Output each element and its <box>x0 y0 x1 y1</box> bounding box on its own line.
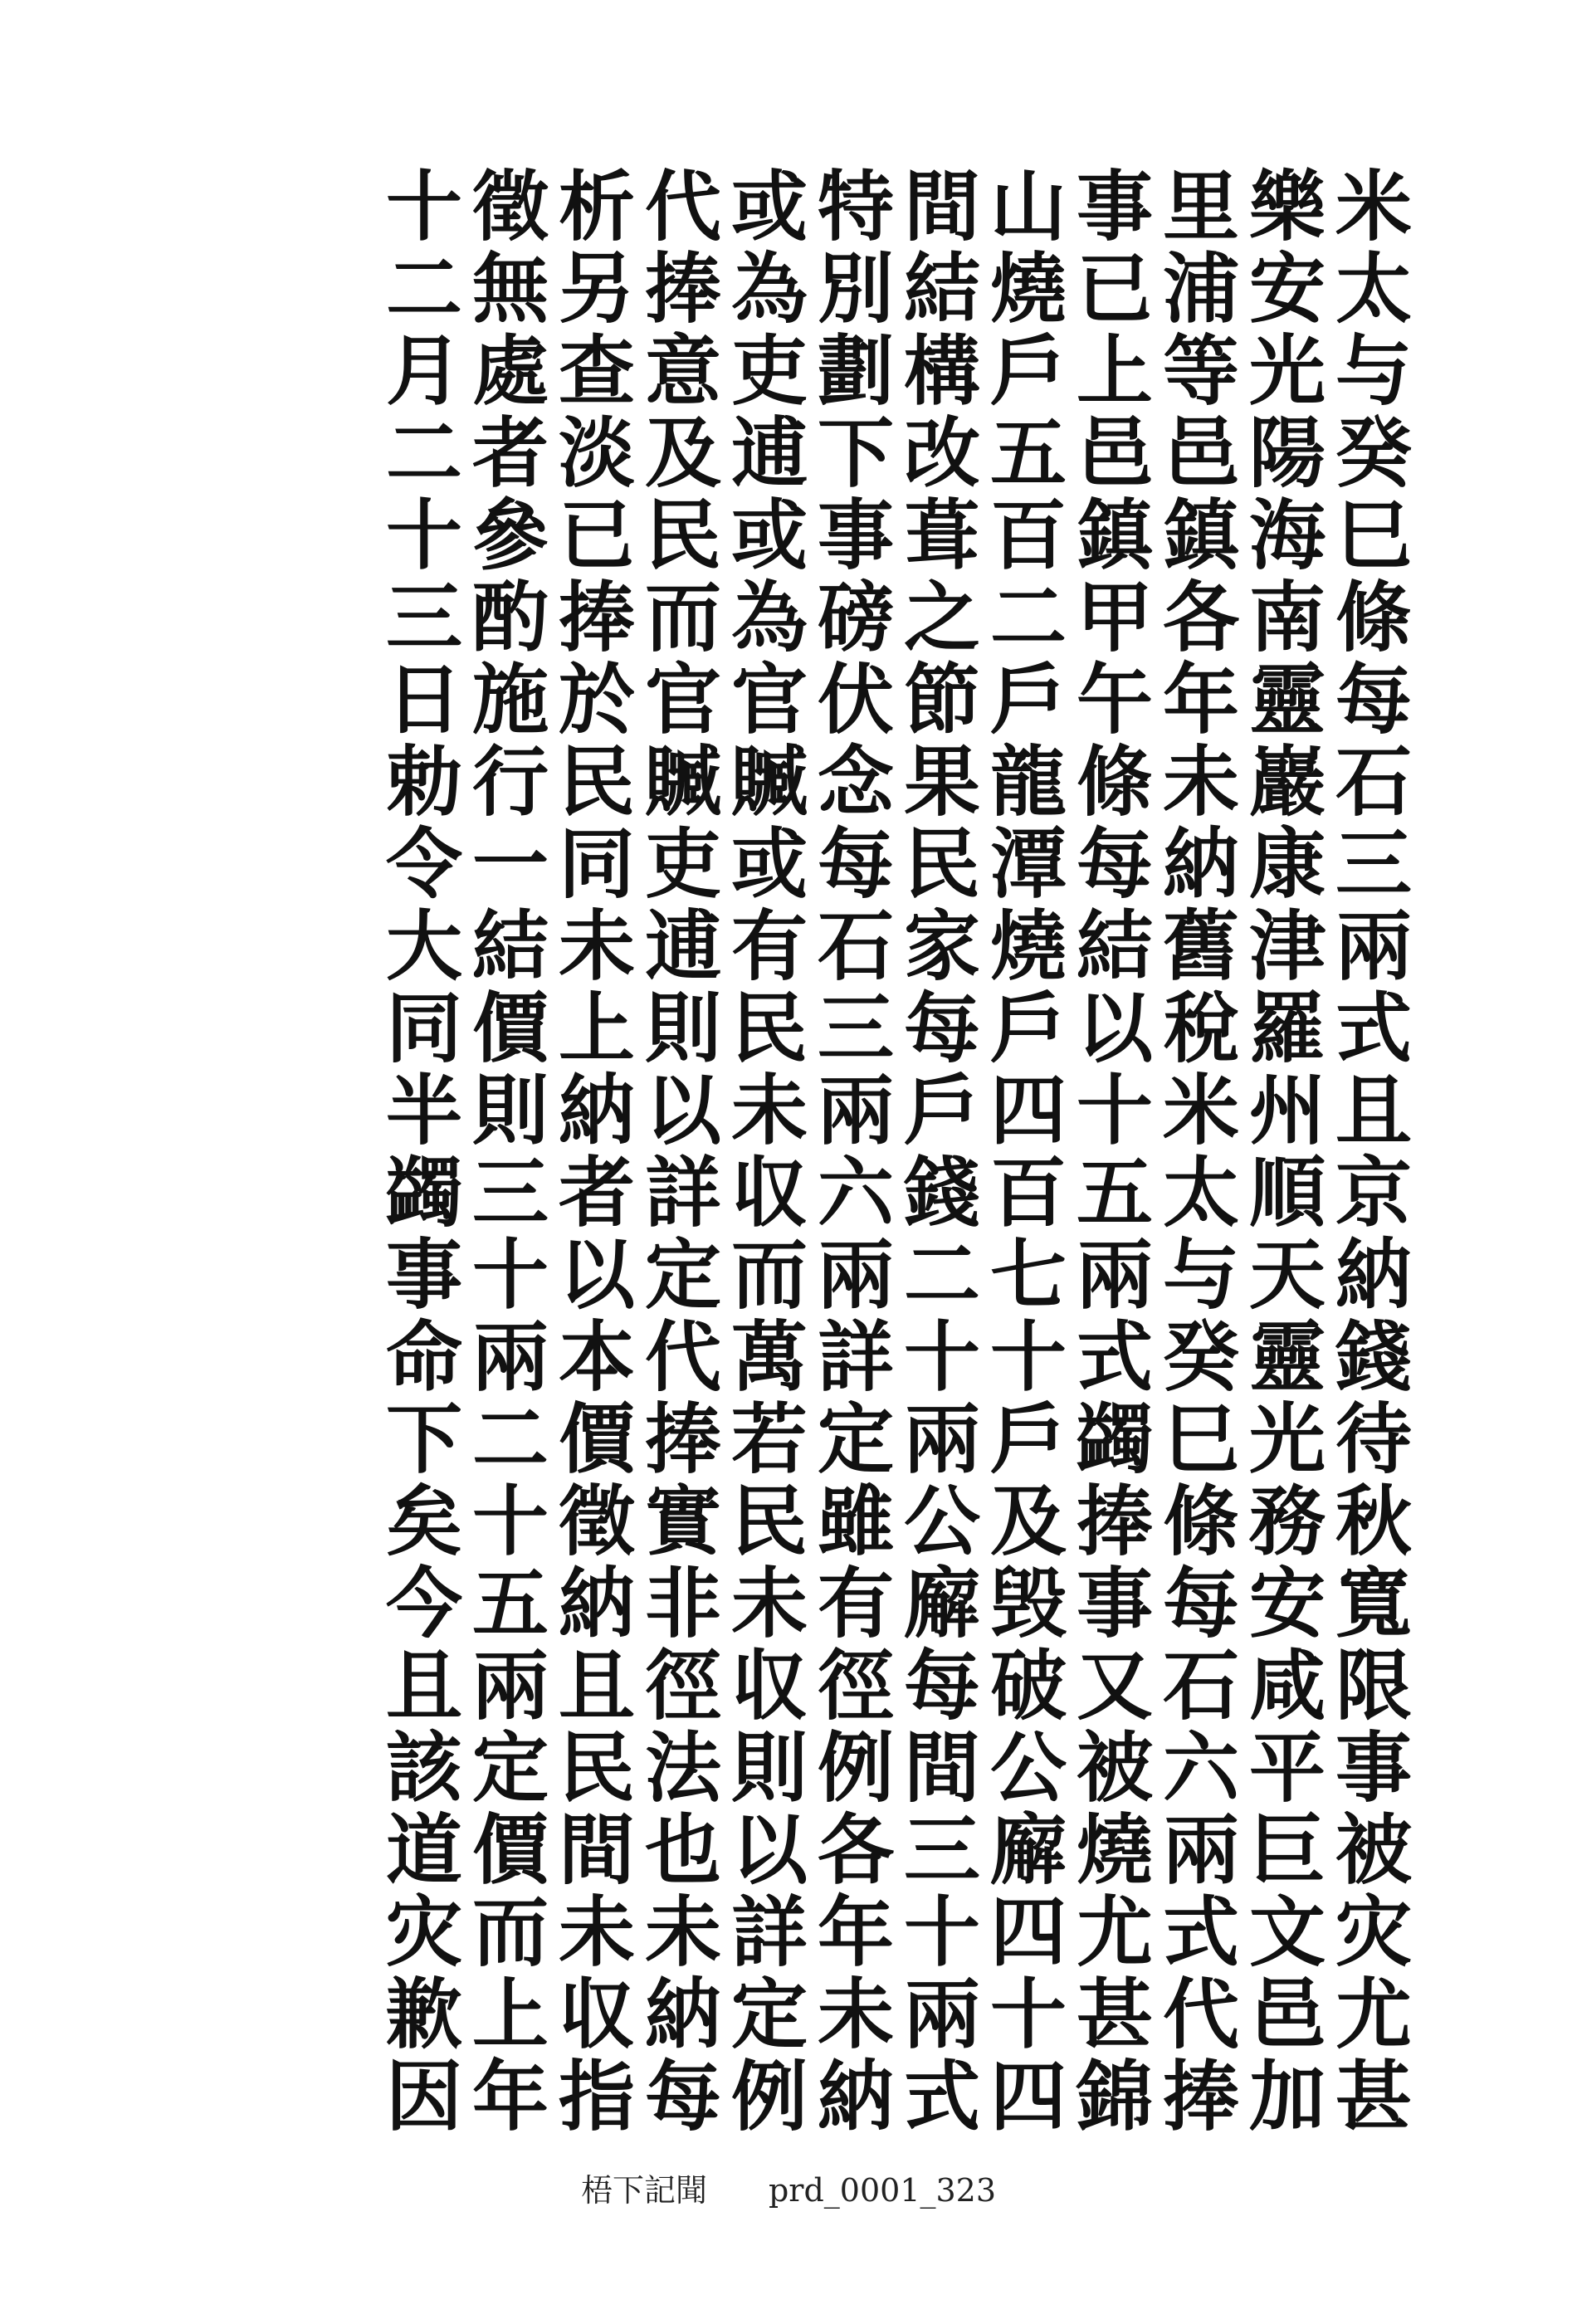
text-column-11: 徵無處者參酌施行一結價則三十兩二十五兩定價而上年 <box>460 166 549 2138</box>
text-column-2: 樂安光陽海南靈巖康津羅州順天靈光務安咸平巨文邑加 <box>1237 166 1326 2138</box>
page-identifier: prd_0001_323 <box>768 2172 997 2209</box>
text-column-9: 代捧意及民而官贓吏逋則以詳定代捧實非徑法也未納每 <box>632 166 722 2138</box>
text-column-7: 特別劃下事磅伏念每石三兩六兩詳定雖有徑例各年未納 <box>805 166 895 2138</box>
text-column-6: 間結構改葺之節果民家每戶錢二十兩公廨每間三十兩式 <box>891 166 981 2138</box>
page-footer <box>0 2165 1577 2210</box>
text-column-3: 里浦等邑鎮各年未納舊稅米太与癸巳條每石六兩式代捧 <box>1150 166 1240 2138</box>
text-column-4: 事已上邑鎮甲午條每結以十五兩式蠲捧事又被燒尤甚錦 <box>1064 166 1154 2138</box>
text-column-1: 米太与癸巳條每石三兩式且京納錢待秋寬限事被灾尤甚 <box>1323 166 1413 2138</box>
book-title: 梧下記聞 <box>580 2172 707 2209</box>
text-column-5: 山燒戶五百二戶龍潭燒戶四百七十戶及毁破公廨四十四 <box>978 166 1067 2138</box>
manuscript-text-block <box>274 166 1413 2138</box>
text-column-10: 析另查淡已捧於民同未上納者以本價徵納且民間未収指 <box>546 166 636 2138</box>
text-column-8: 或為吏逋或為官贓或有民未収而萬若民未収則以詳定例 <box>719 166 808 2138</box>
text-column-12: 十二月二十三日勅令大同半蠲事命下矣今且該道灾歉因 <box>374 166 463 2138</box>
